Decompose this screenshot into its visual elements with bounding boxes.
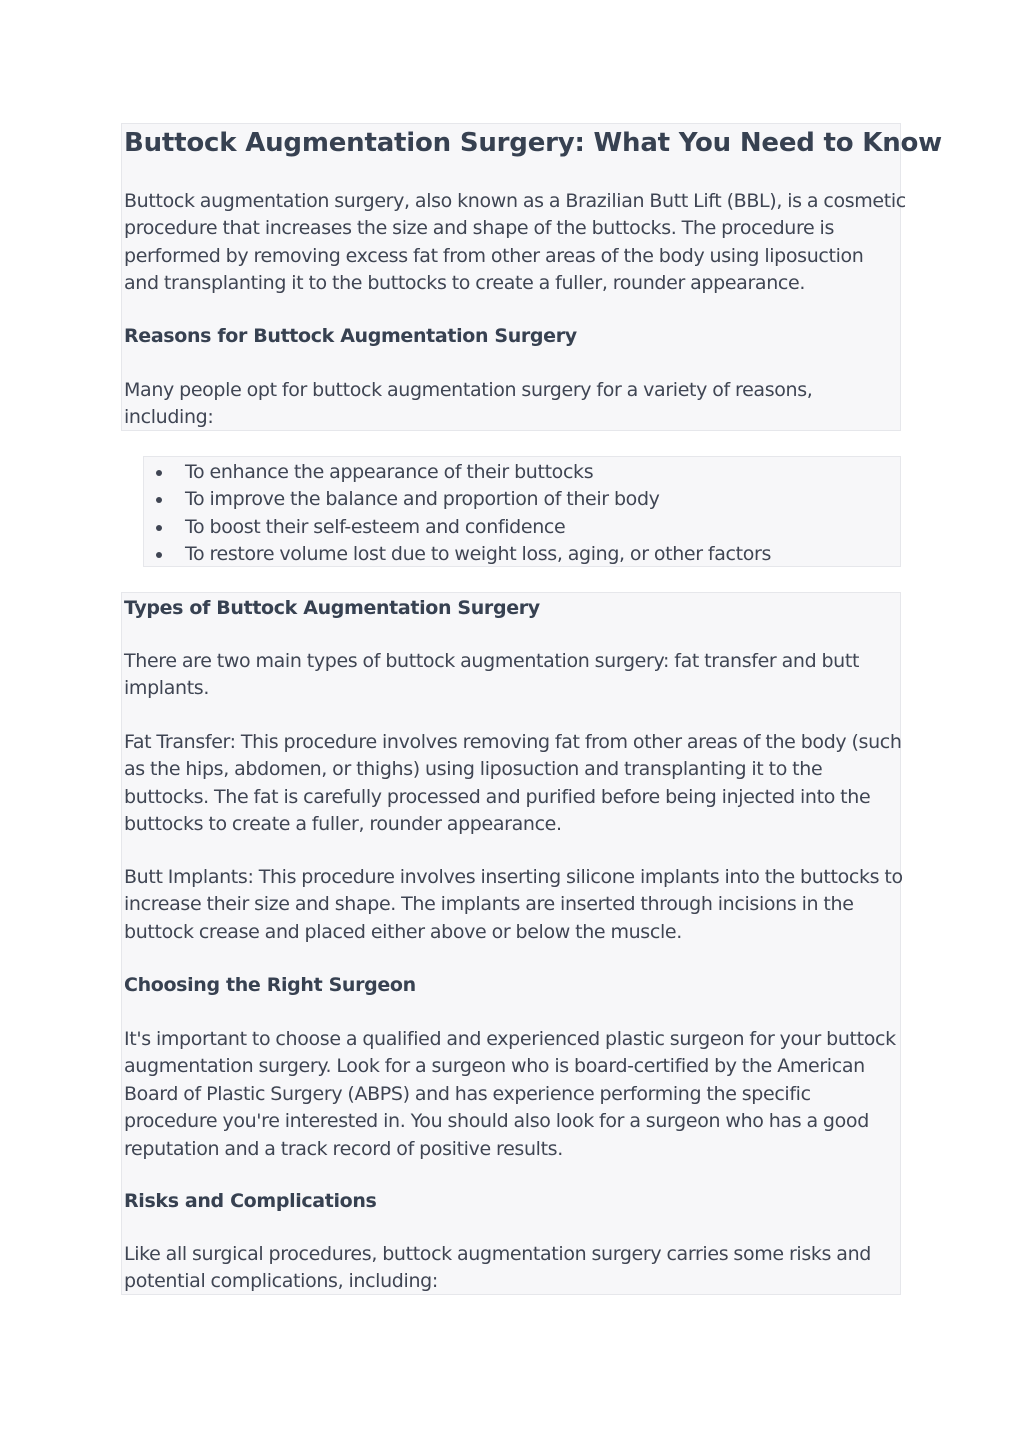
reasons-intro-line: including: [124, 406, 214, 429]
butt-implants-line: Butt Implants: This procedure involves inserting silicone implants into the buttocks to [124, 866, 903, 888]
butt-implants-paragraph [124, 864, 903, 946]
types-intro-line: implants. [124, 677, 210, 700]
list-item [144, 541, 771, 568]
bullet-icon [156, 470, 162, 476]
types-intro-paragraph [124, 648, 900, 703]
intro-line: and transplanting it to the buttocks to create a fuller, rounder appearance. [124, 272, 806, 295]
list-item-text: To enhance the appearance of their buttocks [185, 461, 594, 483]
butt-implants-line: buttock crease and placed either above or below the muscle. [124, 920, 682, 943]
fat-transfer-line: Fat Transfer: This procedure involves removing fat from other areas of the body (such [124, 731, 902, 753]
risks-heading: Risks and Complications [124, 1190, 377, 1212]
reasons-list [144, 459, 771, 569]
list-item-text: To improve the balance and proportion of their body [185, 488, 660, 511]
risks-intro-paragraph [124, 1241, 900, 1296]
details-section [121, 592, 901, 1295]
types-intro-line: There are two main types of buttock augmentation surgery: fat transfer and butt [124, 650, 860, 672]
surgeon-line: Board of Plastic Surgery (ABPS) and has experience performing the specific [124, 1082, 811, 1105]
surgeon-line: augmentation surgery. Look for a surgeon who is board-certified by the American [124, 1055, 865, 1078]
reasons-intro-paragraph [124, 377, 900, 432]
article-title: Buttock Augmentation Surgery: What You Need to Know [124, 128, 942, 158]
fat-transfer-line: buttocks. The fat is carefully processed and purified before being injected into the [124, 785, 871, 808]
surgeon-line: reputation and a track record of positive results. [124, 1137, 563, 1160]
surgeon-paragraph [124, 1026, 900, 1163]
risks-intro-line: potential complications, including: [124, 1270, 438, 1293]
surgeon-line: procedure you're interested in. You should also look for a surgeon who has a good [124, 1110, 869, 1133]
intro-section [121, 123, 942, 431]
list-item [144, 486, 771, 513]
fat-transfer-paragraph [124, 729, 900, 839]
reasons-heading: Reasons for Buttock Augmentation Surgery [124, 325, 577, 347]
fat-transfer-line: buttocks to create a fuller, rounder appearance. [124, 813, 562, 836]
butt-implants-line: increase their size and shape. The implants are inserted through incisions in the [124, 893, 854, 916]
bullet-icon [156, 552, 162, 558]
intro-line: performed by removing excess fat from other areas of the body using liposuction [124, 244, 864, 267]
surgeon-heading: Choosing the Right Surgeon [124, 974, 416, 996]
reasons-list-section [143, 456, 901, 567]
surgeon-line: It's important to choose a qualified and experienced plastic surgeon for your buttock [124, 1028, 896, 1050]
bullet-icon [156, 497, 162, 503]
list-item-text: To boost their self-esteem and confidence [185, 515, 566, 538]
list-item-text: To restore volume lost due to weight loss, aging, or other factors [185, 543, 772, 566]
intro-paragraph [124, 188, 906, 298]
bullet-icon [156, 525, 162, 531]
reasons-intro-line: Many people opt for buttock augmentation surgery for a variety of reasons, [124, 379, 813, 401]
intro-line: procedure that increases the size and shape of the buttocks. The procedure is [124, 217, 835, 240]
risks-intro-line: Like all surgical procedures, buttock augmentation surgery carries some risks and [124, 1243, 871, 1265]
list-item [144, 459, 771, 486]
list-item [144, 514, 771, 541]
fat-transfer-line: as the hips, abdomen, or thighs) using liposuction and transplanting it to the [124, 758, 823, 781]
types-heading: Types of Buttock Augmentation Surgery [124, 597, 540, 619]
intro-line: Buttock augmentation surgery, also known as a Brazilian Butt Lift (BBL), is a cosmetic [124, 190, 906, 212]
